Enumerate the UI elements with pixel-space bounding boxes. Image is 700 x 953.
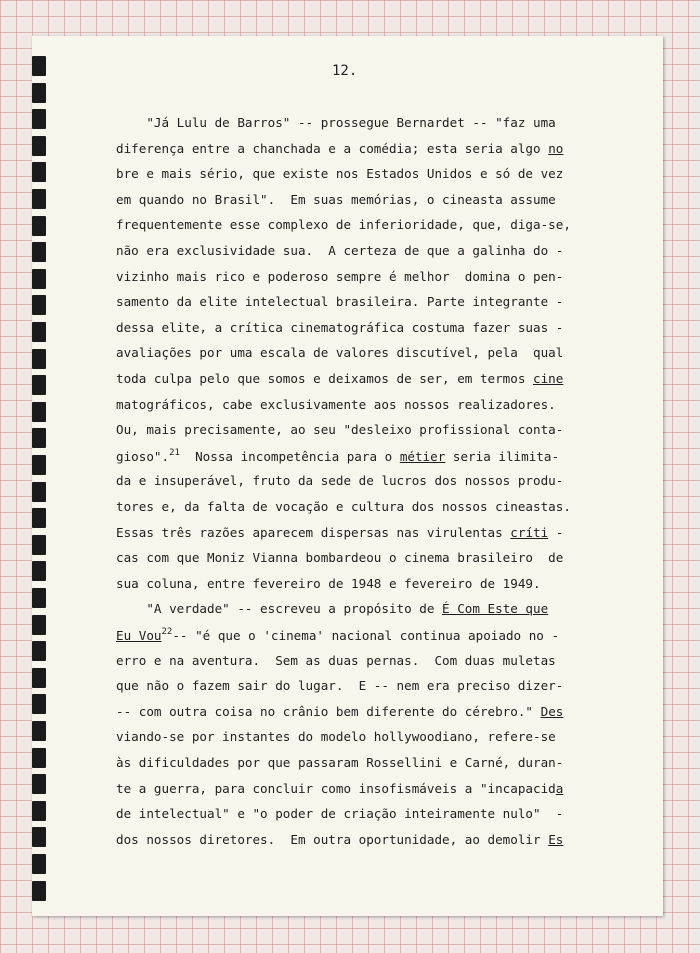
text-line <box>116 397 556 412</box>
binding-hole <box>32 588 46 608</box>
text-segment: Ou, mais precisamente, ao seu "desleixo profissional conta- <box>116 422 564 438</box>
binding-hole <box>32 189 46 209</box>
binding-hole <box>32 721 46 741</box>
text-line <box>116 141 563 156</box>
text-segment: cas com que Moniz Vianna bombardeou o cinema brasileiro de <box>116 550 564 566</box>
text-line <box>116 601 548 616</box>
text-segment: frequentemente esse complexo de inferioridade, que, diga-se, <box>116 217 571 233</box>
text-line <box>116 729 556 744</box>
binding-hole <box>32 801 46 821</box>
text-segment: viando-se por instantes do modelo hollywoodiano, refere-se <box>116 729 556 745</box>
binding-hole <box>32 349 46 369</box>
text-segment: avaliações por uma escala de valores discutível, pela qual <box>116 345 564 361</box>
text-segment: É Com Este que <box>442 601 549 617</box>
text-line <box>116 320 563 335</box>
text-line <box>116 473 563 488</box>
text-segment: cine <box>533 371 564 386</box>
text-segment: erro e na aventura. Sem as duas pernas. Com duas muletas <box>116 652 556 668</box>
text-segment: "Já Lulu de Barros" -- prossegue Bernardet -- "faz uma <box>116 115 556 130</box>
text-line <box>116 192 556 207</box>
binding-hole <box>32 482 46 502</box>
text-segment: samento da elite intelectual brasileira. Parte integrante - <box>116 294 564 310</box>
text-segment: Essas três razões aparecem dispersas nas virulentas <box>116 524 511 540</box>
text-line <box>116 576 541 591</box>
text-segment: seria ilimita- <box>445 448 560 464</box>
text-segment: dos nossos diretores. Em outra oportunidade, ao demolir <box>116 831 549 847</box>
text-segment: da e insuperável, fruto da sede de lucros dos nossos produ- <box>116 473 564 489</box>
text-segment: que não o fazem sair do lugar. E -- nem era preciso dizer- <box>116 678 564 694</box>
binding-hole <box>32 83 46 103</box>
text-line <box>116 422 563 437</box>
text-segment: te a guerra, para concluir como insofismáveis a "incapacid <box>116 780 556 796</box>
binding-hole <box>32 295 46 315</box>
binding-hole <box>32 668 46 688</box>
text-segment: gioso". <box>116 448 170 464</box>
binding-hole <box>32 615 46 635</box>
binding-hole <box>32 641 46 661</box>
text-segment: em quando no Brasil". Em suas memórias, o cineasta assume <box>116 191 556 207</box>
text-line <box>116 806 563 821</box>
text-line <box>116 499 571 514</box>
text-line <box>116 166 563 181</box>
text-segment: vizinho mais rico e poderoso sempre é melhor domina o pen- <box>116 268 564 284</box>
text-segment: diferença entre a chanchada e a comédia; esta seria algo <box>116 140 549 156</box>
text-segment: não era exclusividade sua. A certeza de que a galinha do - <box>116 243 564 258</box>
footnote-marker: 21 <box>169 447 180 458</box>
text-line <box>116 243 563 258</box>
binding-hole <box>32 827 46 847</box>
binding-hole <box>32 56 46 76</box>
binding-hole <box>32 322 46 342</box>
text-segment: às dificuldades por que passaram Rossellini e Carné, duran- <box>116 755 564 770</box>
text-segment: Es <box>548 831 564 847</box>
text-line <box>116 678 563 693</box>
binding-hole <box>32 854 46 874</box>
text-line <box>116 448 559 464</box>
text-segment: -- "é que o 'cinema' nacional continua apoiado no - <box>172 628 560 643</box>
text-segment: no <box>548 140 564 156</box>
binding-hole <box>32 402 46 422</box>
text-line <box>116 525 563 540</box>
binding-hole <box>32 774 46 794</box>
text-segment: Nossa incompetência para o <box>179 448 400 464</box>
binding-hole <box>32 694 46 714</box>
binding-hole <box>32 162 46 182</box>
binding-hole <box>32 242 46 262</box>
text-segment: a <box>555 780 564 796</box>
binding-hole <box>32 748 46 768</box>
footnote-marker: 22 <box>161 627 173 637</box>
binding-hole <box>32 375 46 395</box>
binding-hole <box>32 269 46 289</box>
text-segment: dessa elite, a crítica cinematográfica costuma fazer suas - <box>116 319 564 335</box>
text-line <box>116 550 563 565</box>
binding-hole <box>32 881 46 901</box>
text-segment: de intelectual" e "o poder de criação inteiramente nulo" - <box>116 806 564 822</box>
text-segment: críti <box>510 524 549 540</box>
text-segment: toda culpa pelo que somos e deixamos de ser, em termos <box>116 371 534 386</box>
page-number: 12. <box>332 63 358 79</box>
binding-hole <box>32 428 46 448</box>
binding-hole <box>32 561 46 581</box>
text-segment: -- com outra coisa no crânio bem diferente do cérebro." <box>116 703 541 719</box>
text-line <box>116 627 559 643</box>
text-segment: - <box>548 524 564 540</box>
text-line <box>116 371 563 386</box>
binding-hole <box>32 216 46 236</box>
binding-hole <box>32 136 46 156</box>
text-segment: Eu Vou <box>116 628 162 643</box>
text-segment: métier <box>399 448 446 464</box>
text-line <box>116 217 571 232</box>
binding-hole <box>32 535 46 555</box>
text-line <box>116 832 563 847</box>
text-segment: tores e, da falta de vocação e cultura dos nossos cineastas. <box>116 499 571 514</box>
text-line <box>116 115 556 130</box>
text-line <box>116 781 563 796</box>
text-line <box>116 345 563 360</box>
binding-hole <box>32 508 46 528</box>
text-line <box>116 755 563 770</box>
text-line <box>116 704 563 719</box>
text-segment: Des <box>540 703 564 719</box>
text-line <box>116 653 556 668</box>
text-line <box>116 294 563 309</box>
text-segment: "A verdade" -- escreveu a propósito de <box>116 601 443 617</box>
binding-hole <box>32 455 46 475</box>
text-segment: bre e mais sério, que existe nos Estados Unidos e só de vez <box>116 166 564 182</box>
typewritten-page <box>32 36 663 916</box>
text-segment: sua coluna, entre fevereiro de 1948 e fevereiro de 1949. <box>116 575 541 591</box>
text-segment: matográficos, cabe exclusivamente aos nossos realizadores. <box>116 396 556 412</box>
text-line <box>116 269 563 284</box>
binding-holes <box>32 36 48 916</box>
binding-hole <box>32 109 46 129</box>
